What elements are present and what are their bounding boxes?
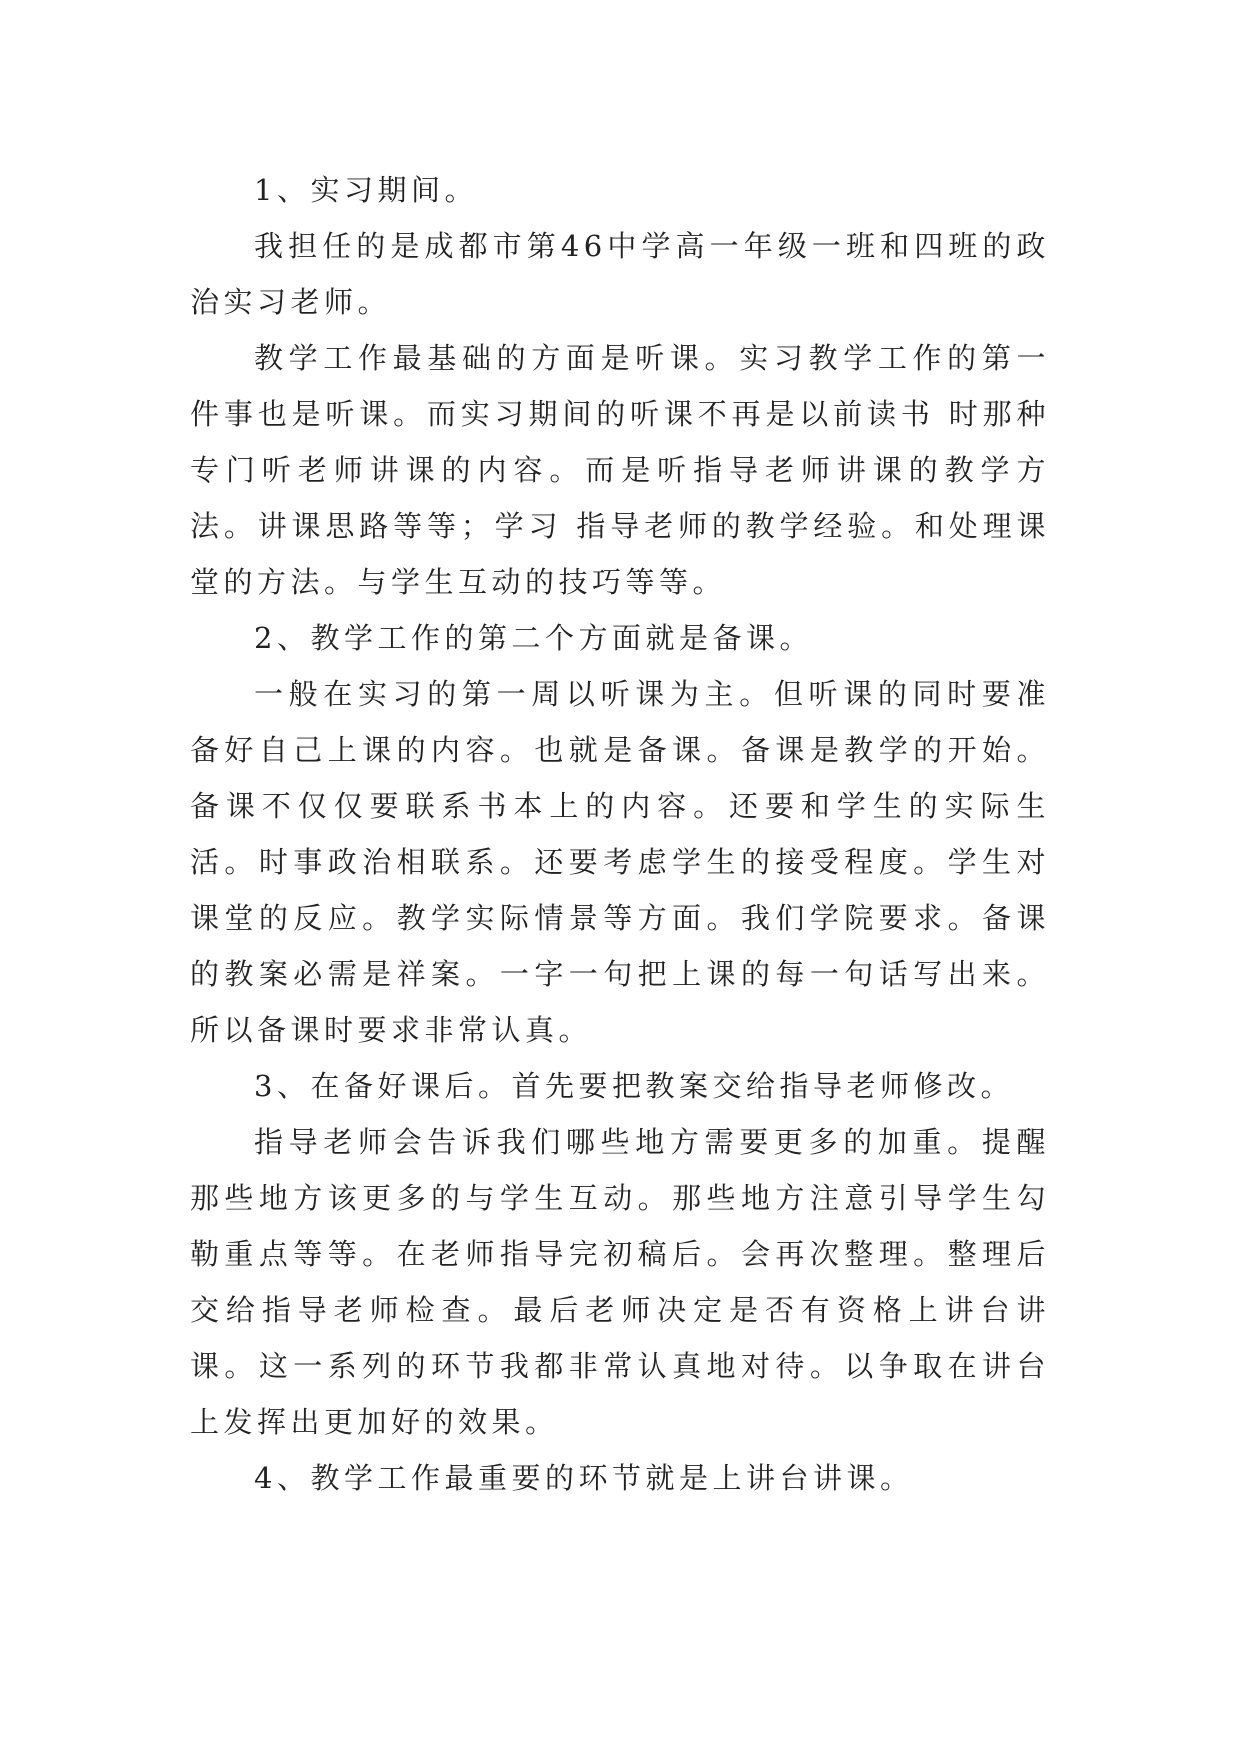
paragraph-heading-4: 4、教学工作最重要的环节就是上讲台讲课。 (254, 1461, 914, 1495)
paragraph-preparation: 一般在实习的第一周以听课为主。但听课的同时要准备好自己上课的内容。也就是备课。备课是教学的开始。备课不仅仅要联系书本上的内容。还要和学生的实际生活。时事政治相联系。还要考虑学生的接受程度。学生对课堂的反应。教学实际情景等方面。我们学院要求。备课的教案必需是祥案。一字一句把上课的每一句话写出来。所以备课时要求非常认真。 (190, 677, 1050, 1047)
paragraph-listening: 教学工作最基础的方面是听课。实习教学工作的第一件事也是听课。而实习期间的听课不再是以前读书 时那种专门听老师讲课的内容。而是听指导老师讲课的教学方法。讲课思路等等；学习 指导老师的教学经验。和处理课堂的方法。与学生互动的技巧等等。 (190, 341, 1050, 599)
paragraph-heading-3: 3、在备好课后。首先要把教案交给指导老师修改。 (254, 1069, 1014, 1103)
paragraph-heading-2: 2、教学工作的第二个方面就是备课。 (254, 621, 813, 655)
paragraph-heading-1: 1、实习期间。 (254, 173, 478, 207)
document-body (190, 162, 1050, 1506)
paragraph-guidance: 指导老师会告诉我们哪些地方需要更多的加重。提醒那些地方该更多的与学生互动。那些地方注意引导学生勾勒重点等等。在老师指导完初稿后。会再次整理。整理后交给指导老师检查。最后老师决定是否有资格上讲台讲课。这一系列的环节我都非常认真地对待。以争取在讲台上发挥出更加好的效果。 (190, 1125, 1050, 1439)
paragraph-assignment: 我担任的是成都市第46中学高一年级一班和四班的政治实习老师。 (190, 229, 1050, 319)
